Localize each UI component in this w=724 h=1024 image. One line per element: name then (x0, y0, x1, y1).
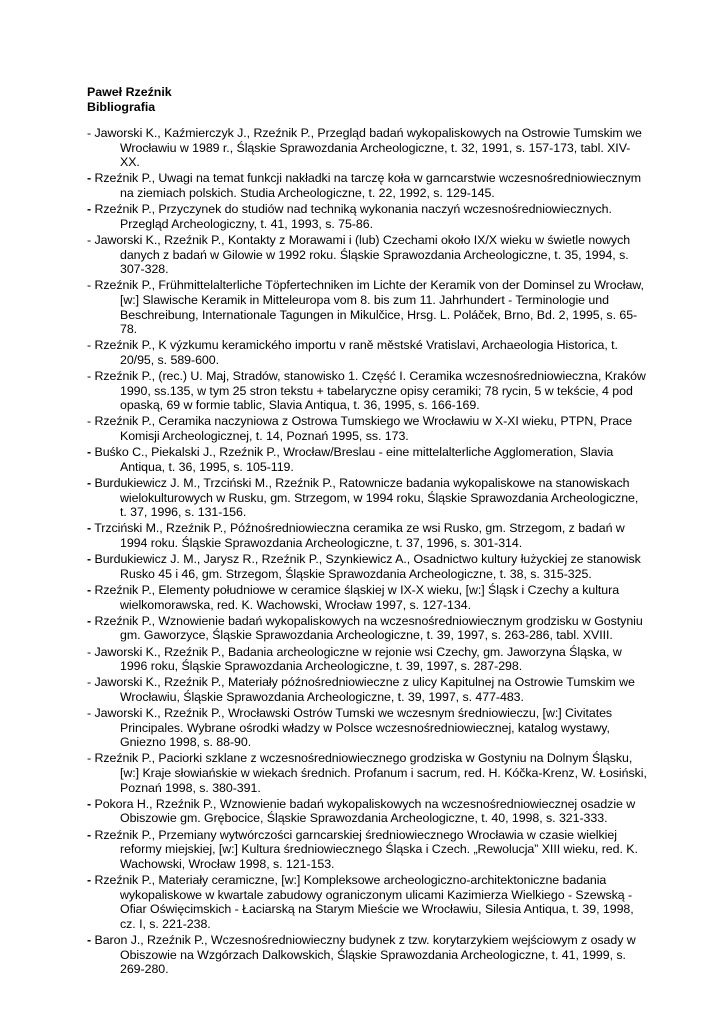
entry-dash: - (87, 476, 92, 490)
entry-text: Jaworski K., Kaźmierczyk J., Rzeźnik P., Przegląd badań wykopaliskowych na Ostrowie Tumskim we Wrocławiu w 1989 r., Śląskie Sprawozdania Archeologiczne, t. 32, 1991, s. 157-173, tabl. XIV-XX. (94, 126, 642, 170)
entry-dash: - (87, 644, 92, 659)
entry-dash: - (87, 369, 92, 384)
entry-text: Baron J., Rzeźnik P., Wczesnośredniowieczny budynek z tzw. korytarzykiem wejściowym z osady w Obiszowie na Wzgórzach Dalkowskich, Śląskie Sprawozdania Archeologiczne, t. 41, 1999, s. 269-280. (94, 932, 636, 977)
entry-text: Rzeźnik P., Paciorki szklane z wczesnośredniowiecznego grodziska w Gostyniu na Dolnym Śląsku, [w:] Kraje słowiańskie w wiekach średnich. Profanum i sacrum, red. H. Kóčka-Krenz, W. Łosiński, Poznań 1998, s. 380-391. (94, 751, 647, 795)
spacer (87, 114, 647, 126)
bibliography-entry (87, 233, 647, 277)
entry-text: Rzeźnik P., Elementy południowe w ceramice śląskiej w IX-X wieku, [w:] Śląsk i Czechy a kultura wielkomorawska, red. K. Wachowski, Wrocław 1997, s. 127-134. (94, 582, 620, 612)
bibliography-entry (87, 338, 647, 367)
bibliography-entry (87, 675, 647, 704)
bibliography-entry (87, 414, 647, 443)
entry-dash: - (87, 582, 92, 597)
entry-text: Rzeźnik P., K výzkumu keramického importu v raně městské Vratislavi, Archaeologia Historica, t. 20/95, s. 589-600. (94, 338, 618, 367)
entry-text: Buśko C., Piekalski J., Rzeźnik P., Wrocław/Breslau - eine mittelalterliche Agglomeration, Slavia Antiqua, t. 36, 1995, s. 105-119. (94, 445, 614, 474)
bibliography-list (87, 126, 647, 977)
entry-dash: - (87, 613, 92, 628)
bibliography-entry (87, 614, 647, 643)
entry-dash: - (87, 414, 92, 429)
entry-dash: - (87, 751, 92, 766)
entry-text: Rzeźnik P., Materiały ceramiczne, [w:] Kompleksowe archeologiczno-architektoniczne badania wykopaliskowe w kwartale zabudowy ograniczonym ulicami Kazimierza Wielkiego - Szewską - Ofiar Oświęcimskich - Łaciarską na Starym Mieście we Wrocławiu, Silesia Antiqua, t. 39, 1998, cz. I, s. 221-238. (94, 872, 634, 931)
bibliography-entry (87, 476, 647, 520)
entry-dash: - (87, 827, 92, 842)
bibliography-entry (87, 126, 647, 170)
entry-dash: - (87, 706, 92, 721)
bibliography-entry (87, 797, 647, 826)
bibliography-entry (87, 521, 647, 550)
bibliography-entry (87, 873, 647, 931)
entry-dash: - (87, 202, 92, 217)
entry-text: Rzeźnik P., Wznowienie badań wykopaliskowych na wczesnośredniowiecznym grodzisku w Gostyniu gm. Gaworzyce, Śląskie Sprawozdania Archeologiczne, t. 39, 1997, s. 263-286, tabl. XVIII. (94, 613, 643, 643)
bibliography-entry (87, 171, 647, 200)
entry-dash: - (87, 278, 92, 293)
entry-text: Rzeźnik P., Frühmittelalterliche Töpfertechniken im Lichte der Keramik von der Dominsel zu Wrocław, [w:] Slawische Keramik in Mitteleuropa vom 8. bis zum 11. Jahrhundert - Terminologie und Beschreibung, Internationale Tagungen in Mikulčice, Hrsg. L. Poláček, Brno, Bd. 2, 1995, s. 65-78. (94, 278, 644, 337)
bibliography-entry (87, 933, 647, 977)
bibliography-entry (87, 552, 647, 581)
entry-text: Rzeźnik P., Uwagi na temat funkcji nakładki na tarczę koła w garncarstwie wczesnośredniowiecznym na ziemiach polskich. Studia Archeologiczne, t. 22, 1992, s. 129-145. (94, 171, 642, 200)
document-page (87, 85, 647, 978)
author-name: Paweł Rzeźnik (87, 85, 172, 99)
bibliography-entry (87, 706, 647, 750)
bibliography-entry (87, 751, 647, 795)
entry-text: Burdukiewicz J. M., Trzciński M., Rzeźnik P., Ratownicze badania wykopaliskowe na stanowiskach wielokulturowych w Rusku, gm. Strzegom, w 1994 roku, Śląskie Sprawozdania Archeologiczne, t. 37, 1996, s. 131-156. (94, 476, 639, 520)
entry-dash: - (87, 171, 92, 186)
entry-text: Rzeźnik P., Przyczynek do studiów nad techniką wykonania naczyń wczesnośredniowiecznych. Przegląd Archeologiczny, t. 41, 1993, s. 75-86. (94, 202, 612, 231)
document-title: Bibliografia (87, 99, 156, 114)
entry-dash: - (87, 675, 92, 690)
entry-text: Jaworski K., Rzeźnik P., Materiały późnośredniowieczne z ulicy Kapitulnej na Ostrowie Tumskim we Wrocławiu, Śląskie Sprawozdania Archeologiczne, t. 39, 1997, s. 477-483. (94, 675, 635, 704)
entry-text: Jaworski K., Rzeźnik P., Badania archeologiczne w rejonie wsi Czechy, gm. Jaworzyna Śląska, w 1996 roku, Śląskie Sprawozdania Archeologiczne, t. 39, 1997, s. 287-298. (94, 644, 622, 674)
entry-text: Jaworski K., Rzeźnik P., Wrocławski Ostrów Tumski we wczesnym średniowieczu, [w:] Civitates Principales. Wybrane ośrodki władzy w Polsce wczesnośredniowiecznej, katalog wystawy, Gniezno 1998, s. 88-90. (94, 706, 613, 750)
entry-text: Rzeźnik P., Przemiany wytwórczości garncarskiej średniowiecznego Wrocławia w czasie wielkiej reformy miejskiej, [w:] Kultura średniowiecznego Śląska i Czech. „Rewolucja” XIII wieku, red. K. Wachowski, Wrocław 1998, s. 121-153. (94, 827, 638, 871)
entry-dash: - (87, 872, 92, 887)
entry-dash: - (87, 126, 92, 140)
entry-dash: - (87, 232, 92, 247)
bibliography-entry (87, 278, 647, 336)
bibliography-entry (87, 445, 647, 474)
entry-dash: - (87, 932, 92, 947)
bibliography-entry (87, 828, 647, 872)
bibliography-entry (87, 583, 647, 612)
entry-text: Jaworski K., Rzeźnik P., Kontakty z Morawami i (lub) Czechami około IX/X wieku w świetle nowych danych z badań w Gilowie w 1992 roku. Śląskie Sprawozdania Archeologiczne, t. 35, 1994, s. 307-328. (94, 232, 631, 277)
entry-text: Burdukiewicz J. M., Jarysz R., Rzeźnik P., Szynkiewicz A., Osadnictwo kultury łużyckiej ze stanowisk Rusko 45 i 46, gm. Strzegom, Śląskie Sprawozdania Archeologiczne, t. 38, s. 315-325. (94, 552, 641, 581)
bibliography-entry (87, 369, 647, 413)
entry-text: Trzciński M., Rzeźnik P., Późnośredniowieczna ceramika ze wsi Rusko, gm. Strzegom, z badań w 1994 roku. Śląskie Sprawozdania Archeologiczne, t. 37, 1996, s. 301-314. (94, 521, 625, 550)
entry-dash: - (87, 445, 92, 460)
entry-dash: - (87, 338, 92, 353)
entry-dash: - (87, 521, 92, 536)
entry-dash: - (87, 796, 92, 811)
entry-text: Rzeźnik P., Ceramika naczyniowa z Ostrowa Tumskiego we Wrocławiu w X-XI wieku, PTPN, Prace Komisji Archeologicznej, t. 14, Poznań 1995, ss. 173. (94, 414, 633, 444)
entry-text: Rzeźnik P., (rec.) U. Maj, Stradów, stanowisko 1. Część I. Ceramika wczesnośredniowieczna, Kraków 1990, ss.135, w tym 25 stron tekstu + tabelaryczne opisy ceramiki; 78 rycin, 5 w tekście, 4 pod opaską, 69 w formie tablic, Slavia Antiqua, t. 36, 1995, s. 166-169. (94, 369, 646, 413)
bibliography-entry (87, 645, 647, 674)
bibliography-entry (87, 202, 647, 231)
entry-dash: - (87, 552, 92, 567)
entry-text: Pokora H., Rzeźnik P., Wznowienie badań wykopaliskowych na wczesnośredniowiecznej osadzie w Obiszowie gm. Grębocice, Śląskie Sprawozdania Archeologiczne, t. 40, 1998, s. 321-333. (94, 796, 636, 826)
